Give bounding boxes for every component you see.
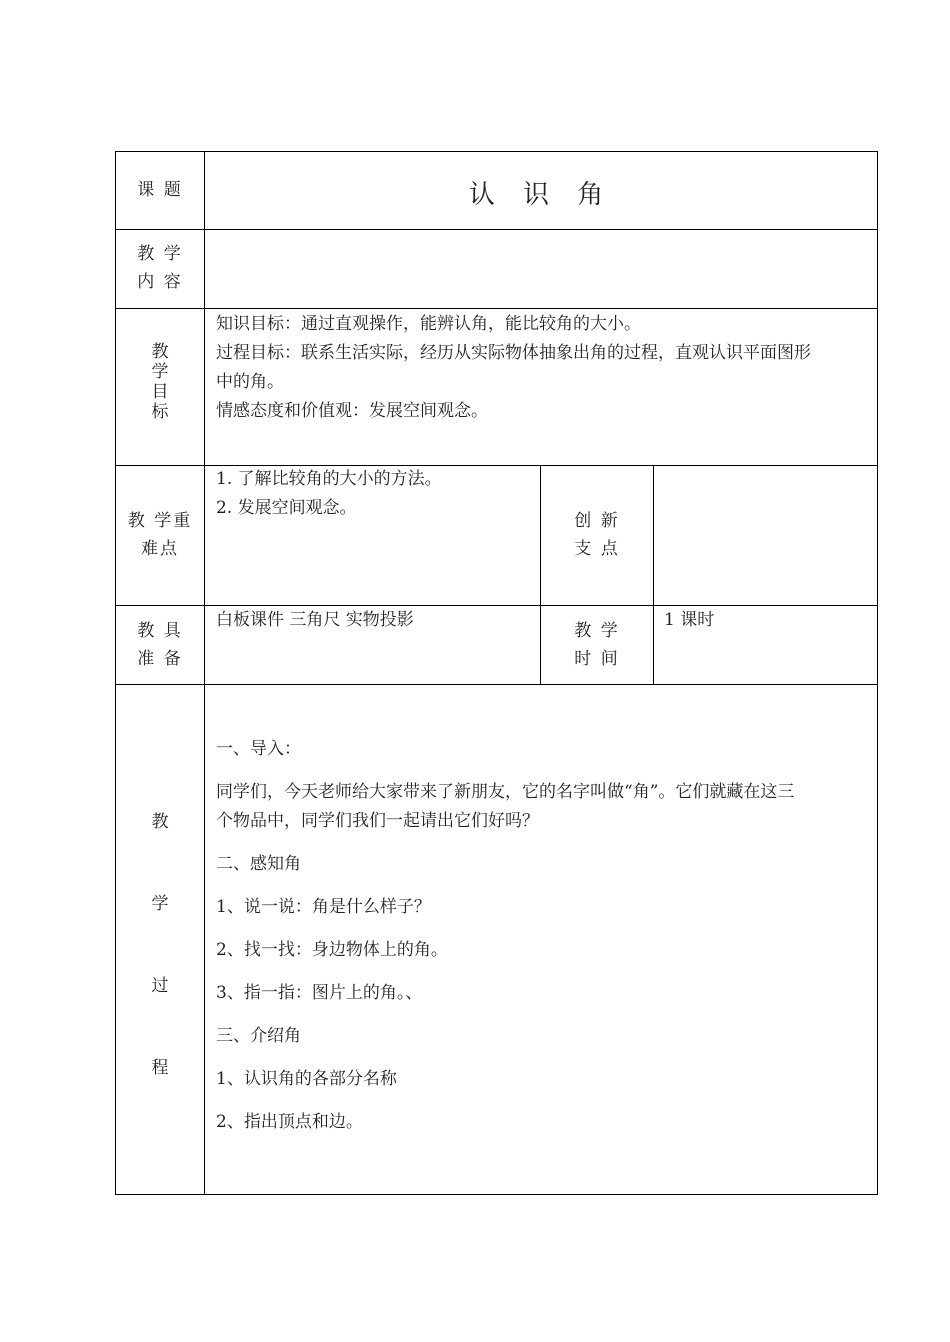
objective-process-cont: 中的角。 — [216, 372, 284, 392]
row-divider — [116, 308, 877, 309]
row-divider — [116, 229, 877, 230]
column-divider — [653, 465, 654, 685]
process-line: 三、介绍角 — [216, 1026, 301, 1046]
lesson-plan-table — [115, 151, 878, 1195]
materials-content: 白板课件 三角尺 实物投影 — [216, 610, 414, 630]
key-points-label — [116, 507, 204, 563]
process-label — [116, 807, 204, 1135]
content-label-line1: 教 学 — [137, 244, 183, 264]
topic-label: 课 题 — [137, 180, 183, 200]
process-line: 2、指出顶点和边。 — [216, 1112, 363, 1132]
time-value: 1 课时 — [664, 610, 715, 630]
objectives-label — [116, 342, 204, 422]
objective-knowledge: 知识目标：通过直观操作，能辨认角，能比较角的大小。 — [216, 314, 641, 334]
objectives-label-char: 目 — [151, 382, 169, 402]
time-label — [541, 617, 653, 673]
key-points-label-line2: 难点 — [141, 539, 179, 559]
key-point-item: 2. 发展空间观念。 — [216, 498, 357, 518]
process-line: 同学们，今天老师给大家带来了新朋友，它的名字叫做“角”。它们就藏在这三 — [216, 782, 795, 802]
innovation-label-line2: 支 点 — [574, 539, 620, 559]
objectives-content — [216, 310, 866, 426]
time-label-line1: 教 学 — [574, 621, 620, 641]
process-label-char: 过 — [151, 976, 169, 996]
process-line: 一、导入： — [216, 739, 301, 759]
process-label-char: 程 — [151, 1058, 169, 1078]
process-content — [216, 735, 876, 1151]
key-point-item: 1. 了解比较角的大小的方法。 — [216, 469, 442, 489]
row-divider — [116, 684, 877, 685]
objectives-label-char: 标 — [151, 402, 169, 422]
column-divider — [204, 152, 205, 1194]
objectives-label-char: 教 — [151, 342, 169, 362]
time-label-line2: 时 间 — [574, 649, 620, 669]
lesson-title: 认 识 角 — [468, 180, 614, 210]
process-line: 二、感知角 — [216, 854, 301, 874]
materials-label-line1: 教 具 — [137, 621, 183, 641]
objective-process: 过程目标：联系生活实际，经历从实际物体抽象出角的过程，直观认识平面图形 — [216, 343, 811, 363]
materials-label — [116, 617, 204, 673]
key-points-content — [216, 465, 536, 523]
process-line: 个物品中，同学们我们一起请出它们好吗？ — [216, 811, 539, 831]
content-label-line2: 内 容 — [137, 272, 183, 292]
content-label — [116, 240, 204, 296]
materials-label-line2: 准 备 — [137, 649, 183, 669]
process-line: 1、说一说：角是什么样子？ — [216, 897, 431, 917]
key-points-label-line1: 教 学重 — [127, 511, 193, 531]
objectives-label-char: 学 — [151, 362, 169, 382]
process-line: 3、指一指：图片上的角。、 — [216, 983, 423, 1003]
process-label-char: 教 — [151, 812, 169, 832]
process-label-char: 学 — [151, 894, 169, 914]
objective-attitude: 情感态度和价值观：发展空间观念。 — [216, 401, 488, 421]
innovation-label-line1: 创 新 — [574, 511, 620, 531]
innovation-label — [541, 507, 653, 563]
process-line: 2、找一找：身边物体上的角。 — [216, 940, 448, 960]
process-line: 1、认识角的各部分名称 — [216, 1069, 397, 1089]
